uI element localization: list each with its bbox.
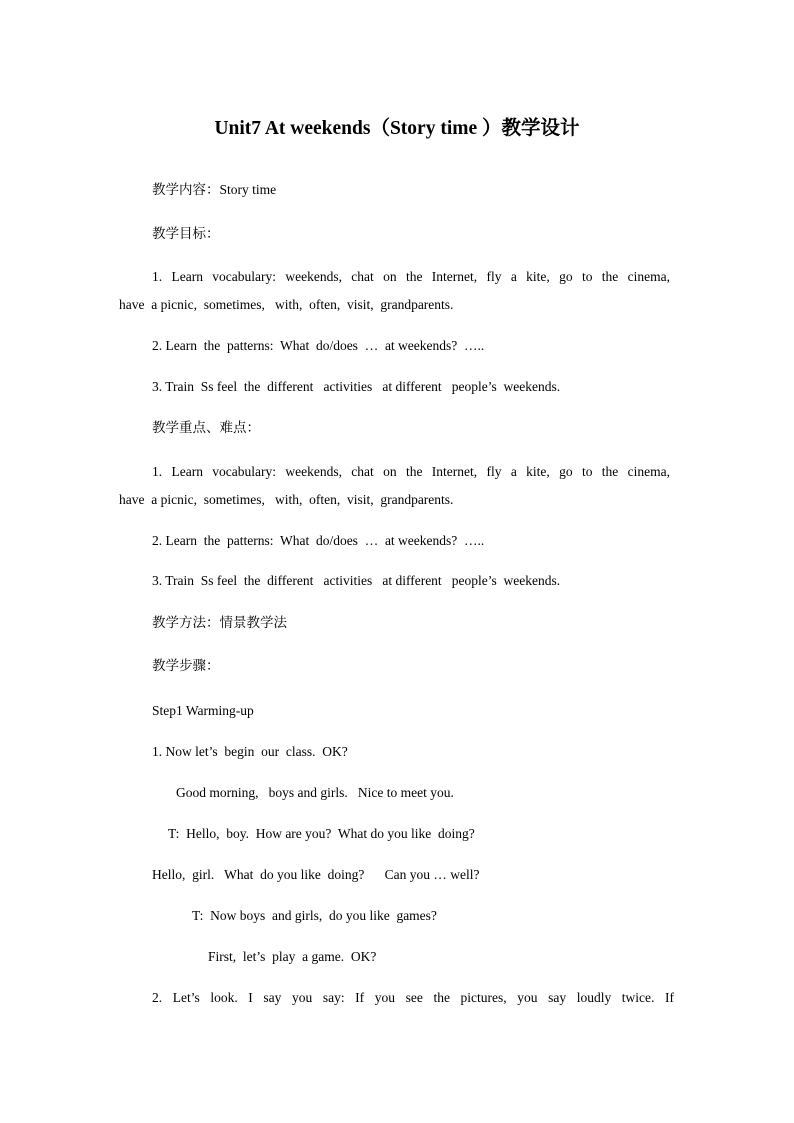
- objective-line-1: 1. Learn vocabulary: weekends, chat on the Internet, fly a kite, go to the cinema,: [152, 269, 670, 284]
- key-point-line-1-cont: have a picnic, sometimes, with, often, visit, grandparents.: [119, 492, 454, 507]
- objective-line-2: 2. Learn the patterns: What do/does … at weekends? …..: [152, 338, 485, 353]
- step1-line-6: First, let’s play a game. OK?: [208, 949, 377, 964]
- step1-line-3: T: Hello, boy. How are you? What do you like doing?: [168, 826, 475, 841]
- objective-line-3: 3. Train Ss feel the different activities at different people’s weekends.: [152, 379, 561, 394]
- objective-line-1-cont: have a picnic, sometimes, with, often, visit, grandparents.: [119, 297, 454, 312]
- step1-heading: Step1 Warming-up: [152, 703, 254, 718]
- step1-line-2: Good morning, boys and girls. Nice to meet you.: [176, 785, 454, 800]
- step1-line-4: Hello, girl. What do you like doing? Can you … well?: [152, 867, 480, 882]
- key-point-line-3: 3. Train Ss feel the different activities at different people’s weekends.: [152, 573, 561, 588]
- step1-line-5: T: Now boys and girls, do you like games?: [192, 908, 437, 923]
- key-point-line-1: 1. Learn vocabulary: weekends, chat on the Internet, fly a kite, go to the cinema,: [152, 464, 670, 479]
- key-point-line-2: 2. Learn the patterns: What do/does … at weekends? …..: [152, 533, 485, 548]
- step1-line-7: 2. Let’s look. I say you say: If you see the pictures, you say loudly twice. If: [152, 990, 674, 1005]
- objectives-heading: 教学目标：: [152, 226, 220, 241]
- document-title: Unit7 At weekends（Story time ）教学设计: [214, 118, 580, 139]
- step1-line-1: 1. Now let’s begin our class. OK?: [152, 744, 348, 759]
- steps-heading: 教学步骤：: [152, 658, 220, 673]
- content-heading: 教学内容：Story time: [152, 182, 277, 197]
- methods-heading: 教学方法：情景教学法: [152, 615, 287, 630]
- key-points-heading: 教学重点、难点：: [152, 420, 260, 435]
